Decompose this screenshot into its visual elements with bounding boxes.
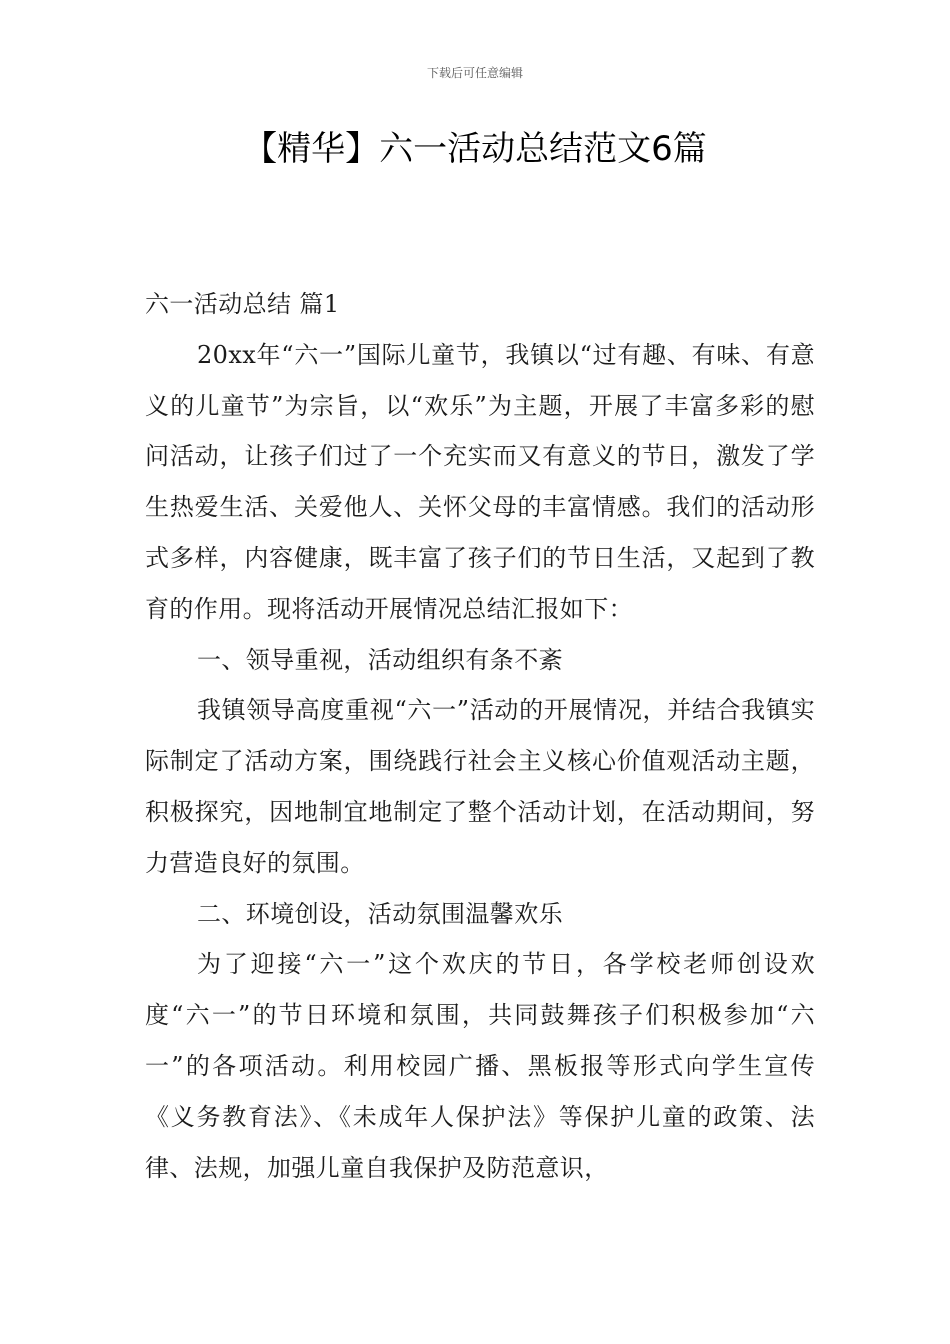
section-heading-1: 一、领导重视，活动组织有条不紊 xyxy=(197,645,563,674)
paragraph-intro: 20xx年“六一”国际儿童节，我镇以“过有趣、有味、有意义的儿童节”为宗旨，以“欢乐”为主题，开展了丰富多彩的慰问活动，让孩子们过了一个充实而又有意义的节日，激发了学生热爱生活、关爱他人、关怀父母的丰富情感。我们的活动形式多样，内容健康，既丰富了孩子们的节日生活，又起到了教育的作用。现将活动开展情况总结汇报如下： xyxy=(145,340,815,623)
document-body xyxy=(145,279,815,1193)
section-label: 六一活动总结 篇1 xyxy=(145,290,340,318)
document-title: 【精华】六一活动总结范文6篇 xyxy=(243,129,707,169)
header-note: 下载后可任意编辑 xyxy=(426,66,523,80)
section-heading-2: 二、环境创设，活动氛围温馨欢乐 xyxy=(197,899,563,928)
paragraph-environment: 为了迎接“六一”这个欢庆的节日，各学校老师创设欢度“六一”的节日环境和氛围，共同鼓舞孩子们积极参加“六一”的各项活动。利用校园广播、黑板报等形式向学生宣传《义务教育法》、《未成年人保护法》等保护儿童的政策、法律、法规，加强儿童自我保护及防范意识， xyxy=(145,950,815,1182)
paragraph-leadership: 我镇领导高度重视“六一”活动的开展情况，并结合我镇实际制定了活动方案，围绕践行社会主义核心价值观活动主题，积极探究，因地制宜地制定了整个活动计划，在活动期间，努力营造良好的氛围。 xyxy=(145,696,815,877)
